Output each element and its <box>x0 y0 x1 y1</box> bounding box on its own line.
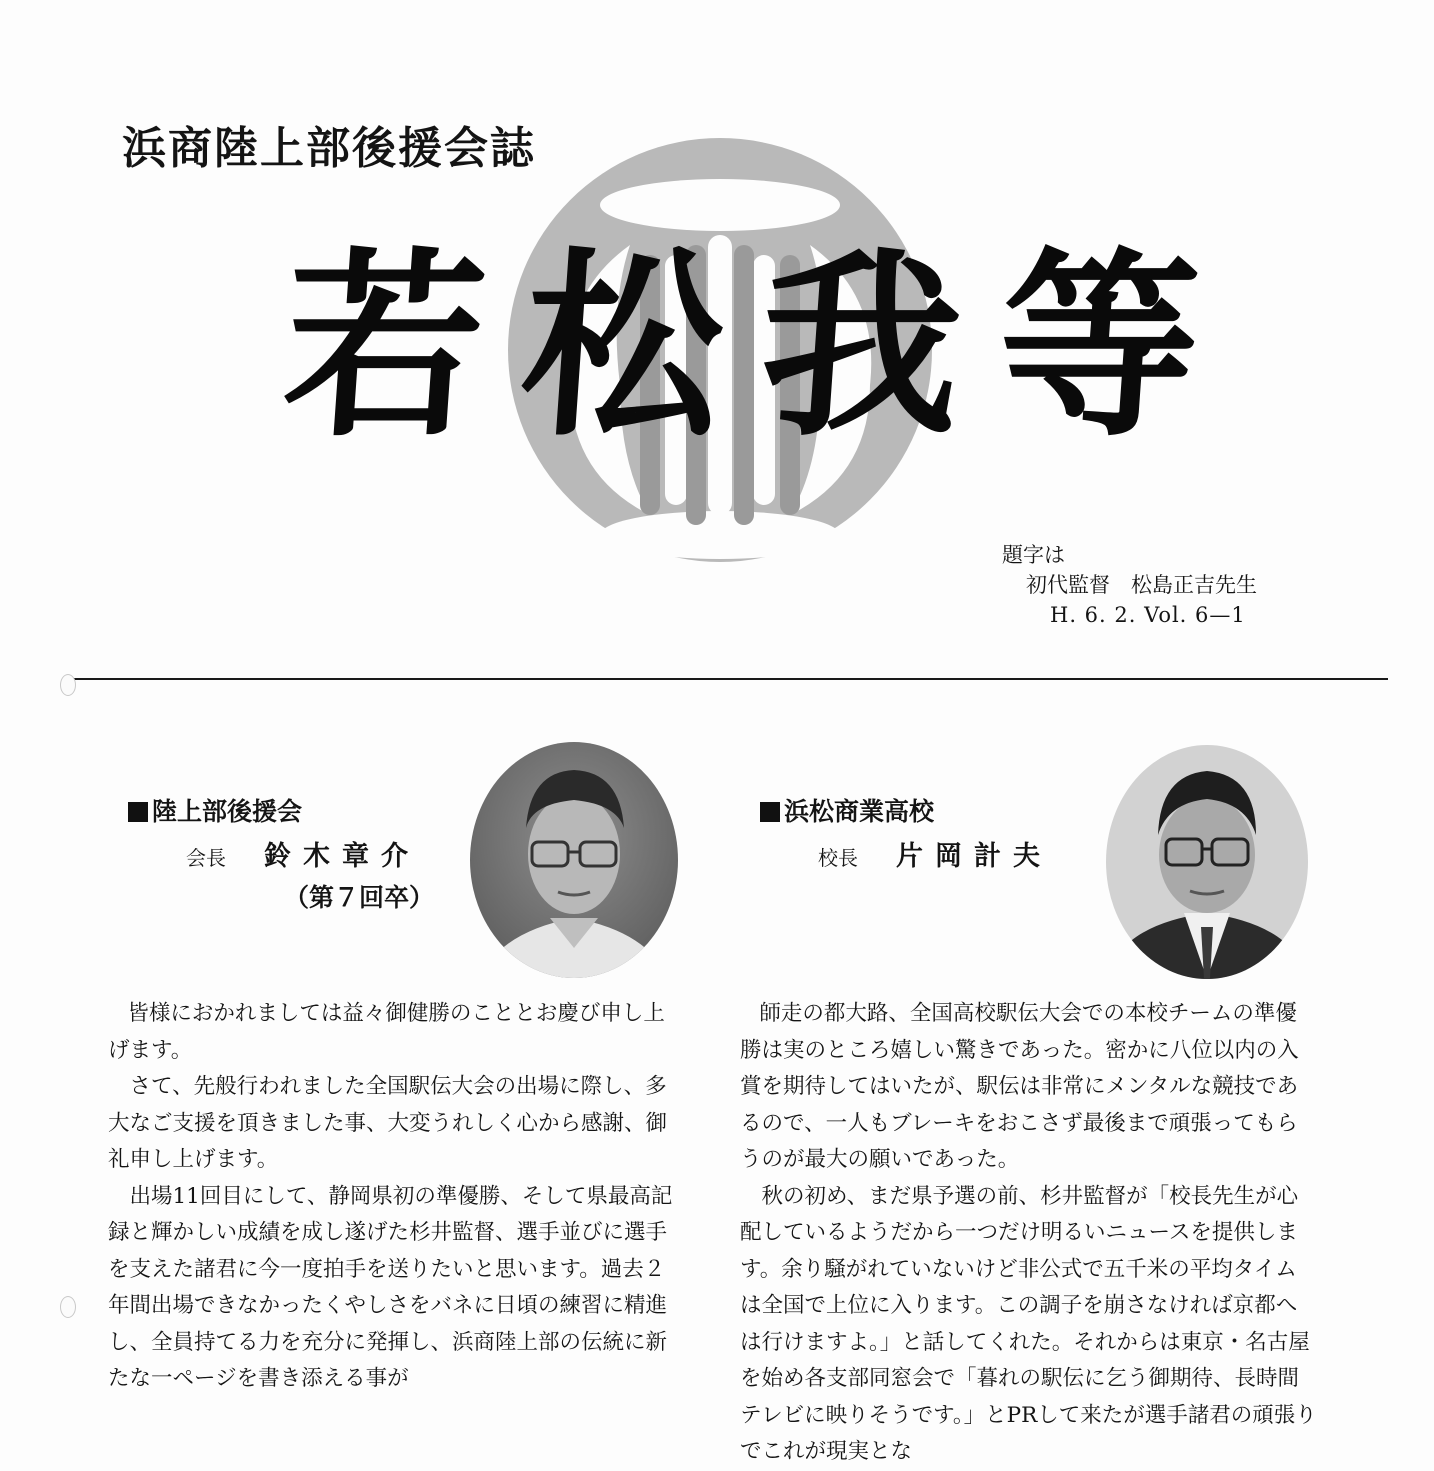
paragraph: 秋の初め、まだ県予選の前、杉井監督が「校長先生が心配しているようだから一つだけ明るいニュースを提供します。余り騒がれていないけど非公式で五千米の平均タイムは全国で上位に入ります。この調子を崩さなければ京都へは行けますよ。」と話してくれた。それからは東京・名古屋を始め各支部同窓会で「暮れの駅伝に乞う御期待、長時間テレビに映りそうです。」とPRして来たが選手諸君の頑張りでこれが現実とな <box>740 1183 1317 1464</box>
left-article-body <box>108 996 686 1398</box>
newsletter-title: 若松我等 <box>276 229 1246 464</box>
punch-hole <box>60 1296 76 1318</box>
right-role: 校長 <box>818 846 858 870</box>
header-divider <box>62 678 1388 680</box>
credit-line: 題字は <box>1002 543 1065 567</box>
punch-hole <box>60 674 76 696</box>
left-person-name: 鈴木章介 <box>264 841 420 872</box>
principal-portrait <box>1106 745 1308 979</box>
paragraph: 皆様におかれましては益々御健勝のこととお慶び申し上げます。 <box>108 1001 665 1063</box>
paragraph: 出場11回目にして、静岡県初の準優勝、そして県最高記録と輝かしい成績を成し遂げた杉井監督、選手並びに選手を支えた諸君に今一度拍手を送りたいと思います。過去２年間出場できなかったくやしさをバネに日頃の練習に精進し、全員持てる力を充分に発揮し、浜商陸上部の伝統に新たな一ページを書き添える事が <box>108 1183 673 1391</box>
right-section-heading <box>760 792 934 828</box>
paragraph: 師走の都大路、全国高校駅伝大会での本校チームの準優勝は実のところ嬉しい驚きであった。密かに八位以内の入賞を期待してはいたが、駅伝は非常にメンタルな競技であるので、一人もブレーキをおこさず最後まで頑張ってもらうのが最大の願いであった。 <box>740 1001 1299 1172</box>
issue-volume: H. 6. 2. Vol. 6—1 <box>1050 603 1246 627</box>
paragraph: さて、先般行われました全国駅伝大会の出場に際し、多大なご支援を頂きました事、大変うれしく心から感謝、御礼申し上げます。 <box>108 1074 668 1172</box>
right-heading-text: 浜松商業高校 <box>784 797 935 826</box>
title-credits <box>990 540 1310 630</box>
right-person-name: 片岡計夫 <box>896 841 1052 872</box>
right-article-body <box>740 996 1318 1471</box>
left-class-year: （第７回卒） <box>284 883 435 912</box>
newsletter-subtitle: 浜商陸上部後援会誌 <box>122 123 536 174</box>
left-role: 会長 <box>186 846 226 870</box>
chairman-portrait <box>470 742 678 978</box>
square-bullet-icon <box>128 802 148 822</box>
credit-line: 初代監督 松島正吉先生 <box>1026 573 1257 597</box>
square-bullet-icon <box>760 802 780 822</box>
left-heading-text: 陸上部後援会 <box>152 797 303 826</box>
left-section-heading <box>128 792 302 828</box>
